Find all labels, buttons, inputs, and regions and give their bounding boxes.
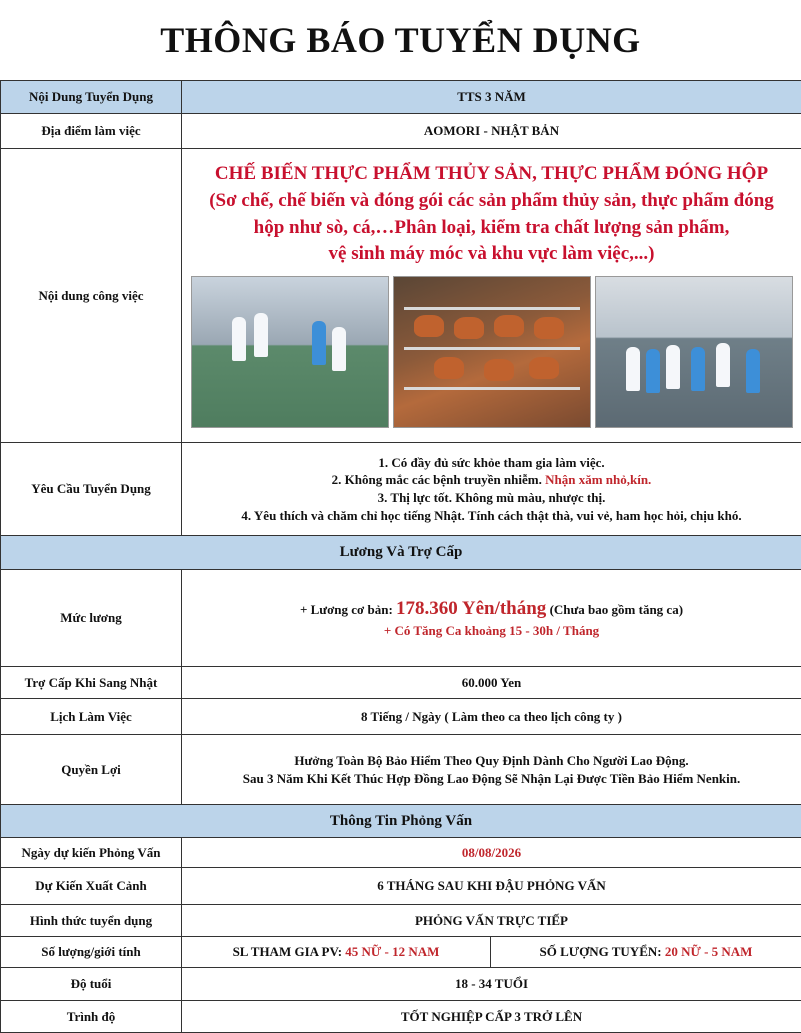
requirements-list [182, 443, 801, 536]
requirement-item-4: 4. Yêu thích và chăm chỉ học tiếng Nhật. Tính cách thật thà, vui vẻ, ham học hỏi, chịu khó. [188, 507, 795, 525]
label-tro-cap: Trợ Cấp Khi Sang Nhật [1, 667, 182, 699]
value-trinh-do: TỐT NGHIỆP CẤP 3 TRỞ LÊN [182, 1001, 801, 1033]
section-phong-van [1, 805, 801, 838]
section-title-phong-van: Thông Tin Phỏng Vấn [1, 805, 801, 838]
row-so-luong [1, 937, 801, 968]
row-ngay-phong-van [1, 838, 801, 868]
row-trinh-do [1, 1001, 801, 1033]
label-so-luong: Số lượng/giới tính [1, 937, 182, 968]
value-hinh-thuc: PHỎNG VẤN TRỰC TIẾP [182, 905, 801, 937]
value-sl-tham-gia: SL THAM GIA PV: 45 NỮ - 12 NAM [182, 937, 491, 968]
overtime-note: + Có Tăng Ca khoảng 15 - 30h / Tháng [188, 622, 795, 640]
salary-line: + Lương cơ bản: 178.360 Yên/tháng (Chưa bao gồm tăng ca) [188, 596, 795, 622]
salary-amount: 178.360 Yên/tháng [396, 598, 546, 619]
benefits-cell [182, 735, 801, 805]
row-hinh-thuc [1, 905, 801, 937]
value-xuat-canh: 6 THÁNG SAU KHI ĐẬU PHỎNG VẤN [182, 868, 801, 905]
benefit-line-1: Hưởng Toàn Bộ Bảo Hiểm Theo Quy Định Dành Cho Người Lao Động. [188, 752, 795, 770]
value-dia-diem: AOMORI - NHẬT BẢN [182, 114, 801, 149]
benefit-line-2: Sau 3 Năm Khi Kết Thúc Hợp Đồng Lao Động Sẽ Nhận Lại Được Tiền Bảo Hiểm Nenkin. [188, 770, 795, 788]
label-trinh-do: Trình độ [1, 1001, 182, 1033]
requirement-item-2: 2. Không mắc các bệnh truyền nhiễm. Nhận xăm nhỏ,kín. [188, 471, 795, 489]
row-noi-dung-cong-viec [1, 149, 801, 443]
row-xuat-canh [1, 868, 801, 905]
label-hinh-thuc: Hình thức tuyển dụng [1, 905, 182, 937]
tattoo-note: Nhận xăm nhỏ,kín. [545, 472, 651, 487]
job-title-line-4: vệ sinh máy móc và khu vực làm việc,...) [188, 241, 795, 268]
factory-photo-1 [191, 276, 389, 428]
job-title-line-1: CHẾ BIẾN THỰC PHẨM THỦY SẢN, THỰC PHẨM ĐÓNG HỘP [188, 161, 795, 188]
row-muc-luong [1, 570, 801, 667]
label-lich-lam-viec: Lịch Làm Việc [1, 699, 182, 735]
smoked-fish-photo [393, 276, 591, 428]
label-ngay-phong-van: Ngày dự kiến Phỏng Vấn [1, 838, 182, 868]
label-noi-dung-cong-viec: Nội dung công việc [1, 149, 182, 443]
section-luong [1, 536, 801, 570]
value-lich-lam-viec: 8 Tiếng / Ngày ( Làm theo ca theo lịch công ty ) [182, 699, 801, 735]
label-noi-dung-tuyen-dung: Nội Dung Tuyển Dụng [1, 81, 182, 114]
salary-cell [182, 570, 801, 667]
value-tro-cap: 60.000 Yen [182, 667, 801, 699]
label-quyen-loi: Quyền Lợi [1, 735, 182, 805]
workplace-photos [188, 276, 795, 428]
requirement-item-1: 1. Có đầy đủ sức khỏe tham gia làm việc. [188, 454, 795, 472]
factory-photo-2 [595, 276, 793, 428]
job-title [188, 155, 795, 267]
job-title-line-2: (Sơ chế, chế biến và đóng gói các sản phẩm thủy sản, thực phẩm đóng [188, 188, 795, 215]
recruitment-table [0, 80, 801, 1033]
row-noi-dung-tuyen-dung [1, 81, 801, 114]
value-sl-tuyen: SỐ LƯỢNG TUYỂN: 20 NỮ - 5 NAM [491, 937, 801, 968]
row-do-tuoi [1, 968, 801, 1001]
row-tro-cap [1, 667, 801, 699]
label-yeu-cau: Yêu Cầu Tuyển Dụng [1, 443, 182, 536]
value-do-tuoi: 18 - 34 TUỔI [182, 968, 801, 1001]
section-title-luong: Lương Và Trợ Cấp [1, 536, 801, 570]
value-ngay-phong-van: 08/08/2026 [182, 838, 801, 868]
requirement-item-3: 3. Thị lực tốt. Không mù màu, nhược thị. [188, 489, 795, 507]
job-title-line-3: hộp như sò, cá,…Phân loại, kiểm tra chất lượng sản phẩm, [188, 215, 795, 242]
label-do-tuoi: Độ tuổi [1, 968, 182, 1001]
row-lich-lam-viec [1, 699, 801, 735]
row-dia-diem [1, 114, 801, 149]
page-title: THÔNG BÁO TUYỂN DỤNG [0, 0, 801, 80]
label-xuat-canh: Dự Kiến Xuất Cảnh [1, 868, 182, 905]
job-description-cell [182, 149, 801, 443]
value-program: TTS 3 NĂM [182, 81, 801, 114]
row-yeu-cau [1, 443, 801, 536]
label-dia-diem: Địa điểm làm việc [1, 114, 182, 149]
row-quyen-loi [1, 735, 801, 805]
label-muc-luong: Mức lương [1, 570, 182, 667]
